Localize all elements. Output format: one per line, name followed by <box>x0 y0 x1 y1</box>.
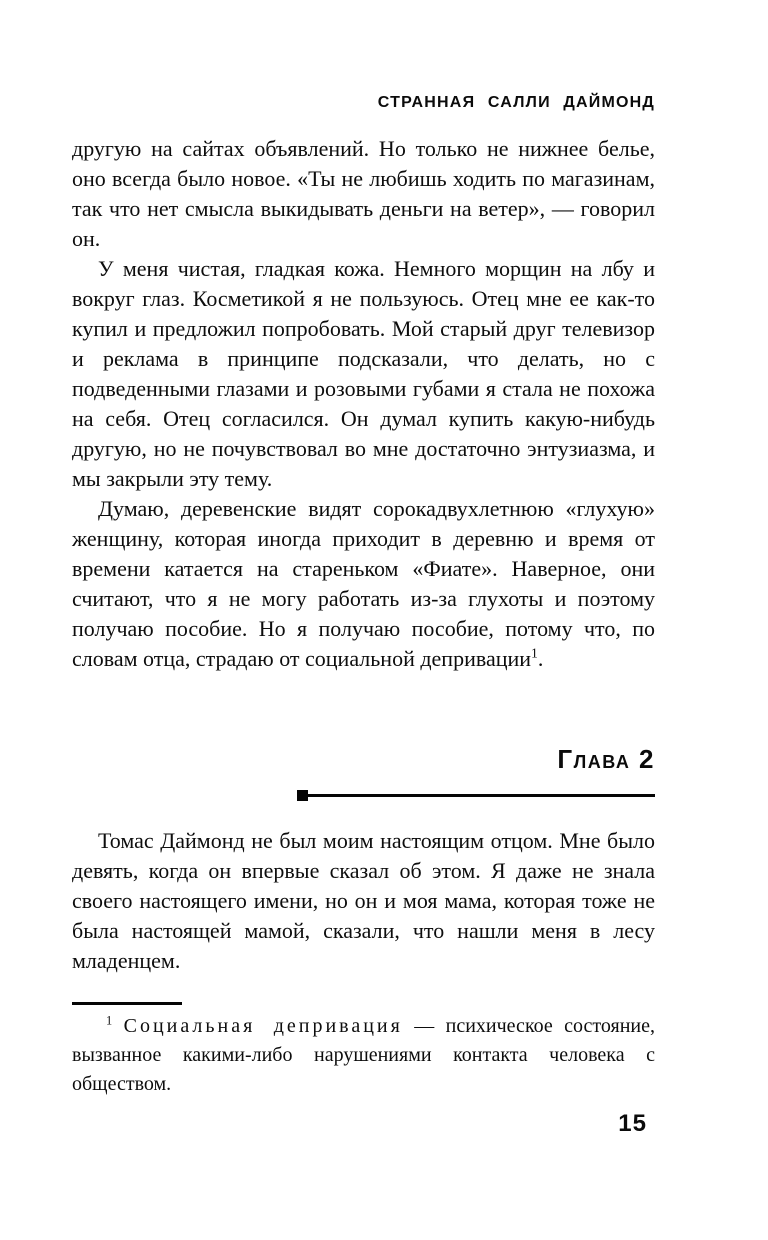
footnote-paragraph <box>72 1012 655 1099</box>
footnote-number: 1 <box>106 1013 113 1028</box>
paragraph <box>72 494 655 674</box>
body-text-block <box>72 134 655 674</box>
chapter-divider-line <box>303 794 655 797</box>
paragraph-text: . <box>537 646 544 671</box>
chapter-body-block <box>72 826 655 976</box>
footnote-reference-marker: 1 <box>531 645 538 661</box>
running-header: СТРАННАЯ САЛЛИ ДАЙМОНД <box>377 94 655 111</box>
paragraph: У меня чистая, гладкая кожа. Немного морщин на лбу и вокруг глаз. Косметикой я не пользуюсь. Отец мне ее как-то купил и предложил попробовать. Мой старый друг телевизор и реклама в принципе подсказали, что делать, но с подведенными глазами и розовыми губами я стала не похожа на себя. Отец согласился. Он думал купить какую-нибудь другую, но не почувствовал во мне достаточно энтузиазма, и мы закрыли эту тему. <box>72 256 655 491</box>
footnote-block <box>72 1012 655 1099</box>
footnote-definition: — психическое состояние, вызванное какими-либо нарушениями контакта человека с обществом. <box>72 1015 655 1095</box>
paragraph: другую на сайтах объявлений. Но только не нижнее белье, оно всегда было новое. «Ты не любишь ходить по магазинам, так что нет смысла выкидывать деньги на ветер», — говорил он. <box>72 136 655 251</box>
chapter-heading: Глава 2 <box>557 744 655 774</box>
paragraph-text: Думаю, деревенские видят сорокадвухлетнюю «глухую» женщину, которая иногда приходит в деревню и время от времени катается на стареньком «Фиате». Наверное, они считают, что я не могу работать из-за глухоты и поэтому получаю пособие. Но я получаю пособие, потому что, по словам отца, страдаю от социальной депривации <box>72 496 655 671</box>
footnote-term: Социальная депривация <box>123 1015 403 1037</box>
paragraph: Томас Даймонд не был моим настоящим отцом. Мне было девять, когда он впервые сказал об этом. Я даже не знала своего настоящего имени, но он и моя мама, которая тоже не была настоящей мамой, сказали, что нашли меня в лесу младенцем. <box>72 828 655 973</box>
footnote-divider <box>72 1002 182 1005</box>
page-number: 15 <box>618 1110 647 1137</box>
chapter-divider <box>297 790 655 802</box>
